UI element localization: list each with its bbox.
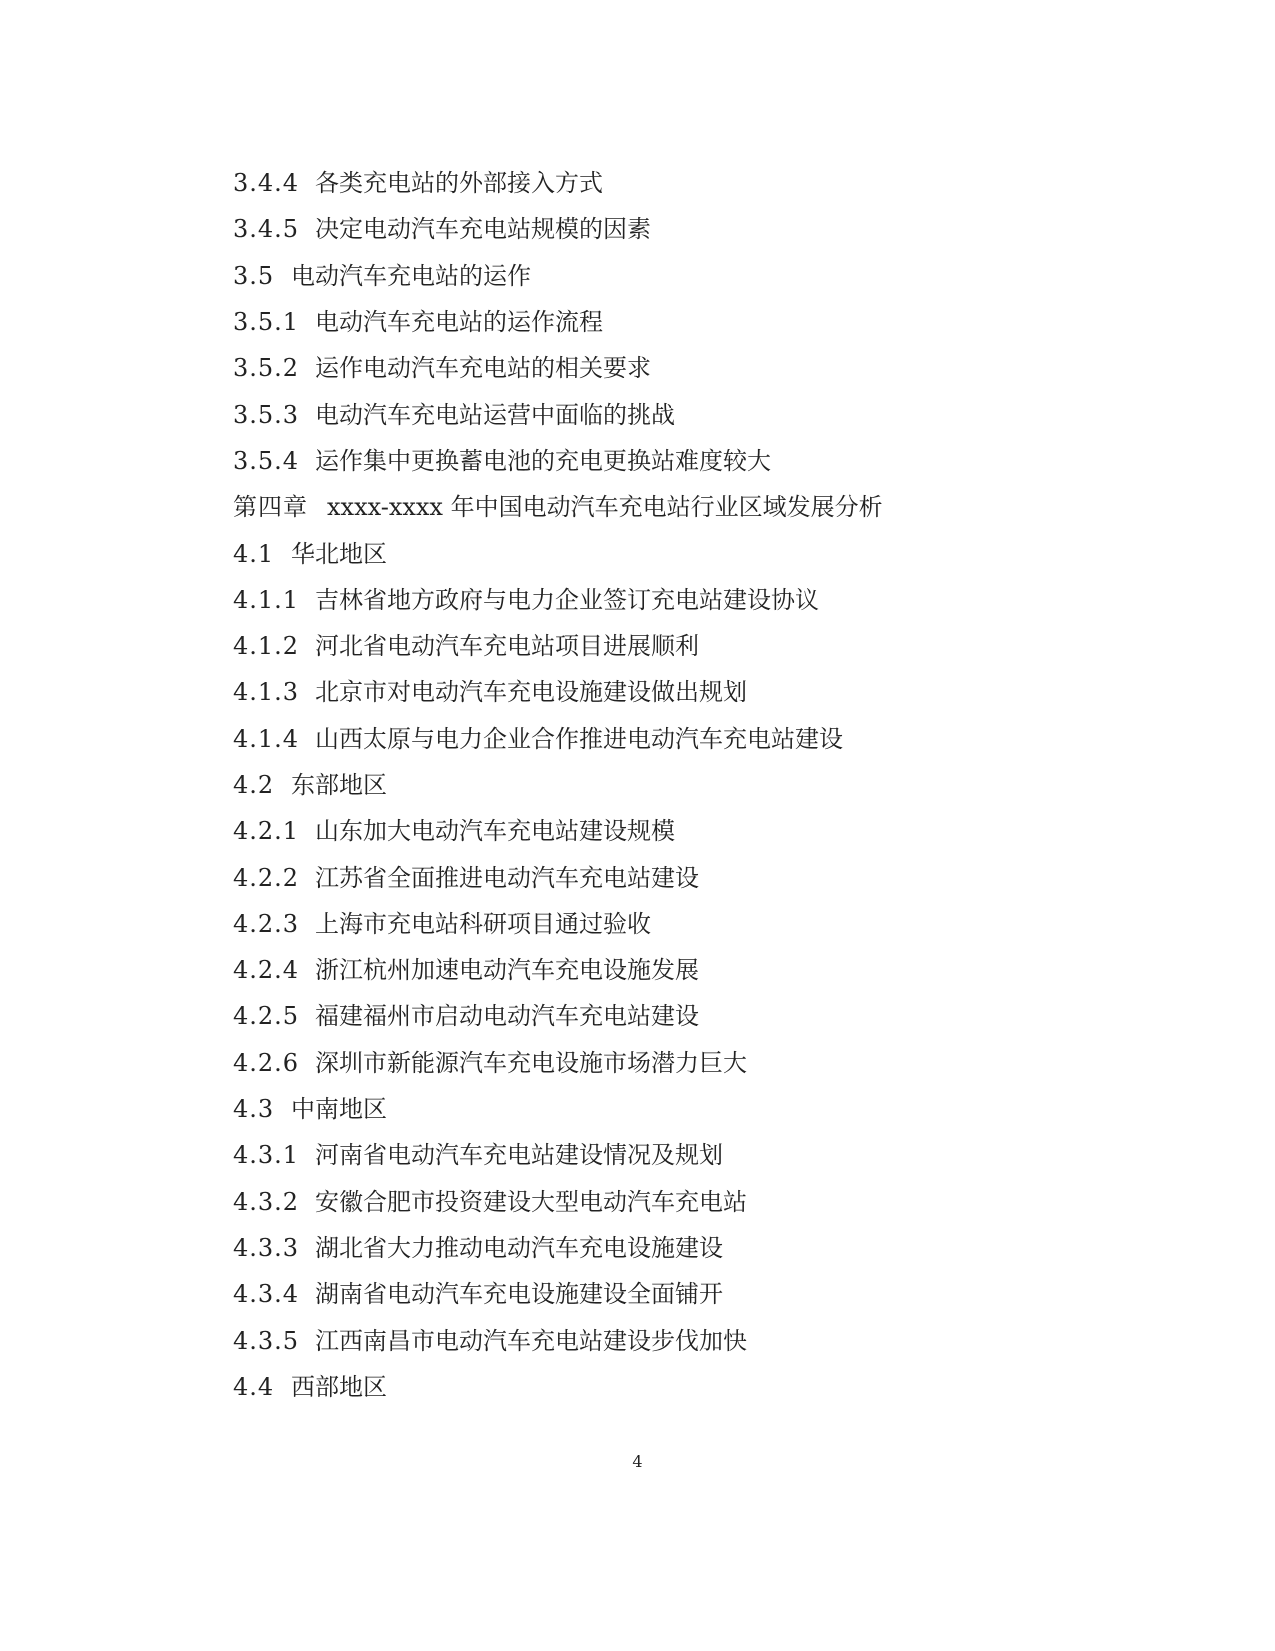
- toc-entry: [233, 623, 1133, 669]
- toc-entry-title: 山西太原与电力企业合作推进电动汽车充电站建设: [315, 724, 843, 753]
- toc-entry: [233, 947, 1133, 993]
- toc-entry-title: 吉林省地方政府与电力企业签订充电站建设协议: [315, 585, 819, 614]
- toc-entry-number: 4.2.5: [233, 1002, 300, 1031]
- toc-entry-title: 江苏省全面推进电动汽车充电站建设: [315, 863, 699, 892]
- toc-entry: [233, 206, 1133, 252]
- toc-entry-number: 4.3.4: [233, 1280, 300, 1309]
- toc-entry: [233, 299, 1133, 345]
- toc-entry-title: 中南地区: [291, 1095, 387, 1124]
- toc-entry: [233, 716, 1133, 762]
- toc-entry: [233, 1040, 1133, 1086]
- toc-entry-title: 北京市对电动汽车充电设施建设做出规划: [315, 678, 747, 707]
- toc-entry-number: 3.5.3: [233, 400, 300, 429]
- toc-entry: [233, 901, 1133, 947]
- toc-entry: [233, 1132, 1133, 1178]
- toc-entry-number: 4.2.4: [233, 956, 300, 985]
- toc-entry-number: 3.5.4: [233, 446, 300, 475]
- toc-entry: [233, 438, 1133, 484]
- toc-entry-title: 运作电动汽车充电站的相关要求: [315, 354, 651, 383]
- toc-entry: [233, 1317, 1133, 1363]
- toc-entry-title: 浙江杭州加速电动汽车充电设施发展: [315, 956, 699, 985]
- toc-entry-number: 3.5: [233, 261, 275, 290]
- toc-entry: [233, 1271, 1133, 1317]
- toc-entry-title: 运作集中更换蓄电池的充电更换站难度较大: [315, 446, 771, 475]
- toc-entry: [233, 577, 1133, 623]
- toc-entry-number: 4.3.5: [233, 1326, 300, 1355]
- toc-entry: [233, 1364, 1133, 1410]
- toc-entry-number: 4.4: [233, 1372, 275, 1401]
- toc-entry-title: 西部地区: [291, 1372, 387, 1401]
- toc-entry-title: 深圳市新能源汽车充电设施市场潜力巨大: [315, 1048, 747, 1077]
- toc-entry: [233, 530, 1133, 576]
- toc-entry-number: 4.1.2: [233, 632, 300, 661]
- toc-entry: [233, 345, 1133, 391]
- toc-entry-number: 4.1.4: [233, 724, 300, 753]
- toc-entry-number: 4.3.1: [233, 1141, 300, 1170]
- toc-entry-number: 4.1.1: [233, 585, 300, 614]
- toc-entry-title: 电动汽车充电站运营中面临的挑战: [315, 400, 675, 429]
- toc-entry-number: 4.2.6: [233, 1048, 300, 1077]
- toc-entry-number: 3.4.4: [233, 169, 300, 198]
- toc-entry-number: 4.1: [233, 539, 275, 568]
- toc-entry-number: 3.5.2: [233, 354, 300, 383]
- toc-entry-number: 4.3.2: [233, 1187, 300, 1216]
- toc-entry: [233, 854, 1133, 900]
- toc-entry-title: xxxx-xxxx 年中国电动汽车充电站行业区域发展分析: [327, 493, 883, 522]
- toc-entry-number: 4.2.1: [233, 817, 300, 846]
- toc-entry-number: 4.1.3: [233, 678, 300, 707]
- toc-entry-number: 4.2.2: [233, 863, 300, 892]
- toc-entry-title: 江西南昌市电动汽车充电站建设步伐加快: [315, 1326, 747, 1355]
- toc-entry-title: 湖北省大力推动电动汽车充电设施建设: [315, 1233, 723, 1262]
- toc-entry-number: 4.2: [233, 771, 275, 799]
- toc-entry-title: 福建福州市启动电动汽车充电站建设: [315, 1002, 699, 1031]
- toc-entry: [233, 1179, 1133, 1225]
- toc-entry-title: 决定电动汽车充电站规模的因素: [315, 215, 651, 244]
- toc-entry-number: 第四章: [233, 493, 308, 522]
- toc-entry-title: 河南省电动汽车充电站建设情况及规划: [315, 1141, 723, 1170]
- toc-entry-title: 河北省电动汽车充电站项目进展顺利: [315, 632, 699, 661]
- toc-entry-title: 安徽合肥市投资建设大型电动汽车充电站: [315, 1187, 747, 1216]
- toc-entry: [233, 762, 1133, 808]
- toc-entry-title: 电动汽车充电站的运作流程: [315, 308, 603, 337]
- toc-entry-number: 3.4.5: [233, 215, 300, 244]
- toc-entry: [233, 1086, 1133, 1132]
- page-number: 4: [632, 1452, 643, 1471]
- toc-entry-title: 山东加大电动汽车充电站建设规模: [315, 817, 675, 846]
- toc-entry-title: 各类充电站的外部接入方式: [315, 169, 603, 198]
- toc-entry: [233, 391, 1133, 437]
- toc-entry-title: 电动汽车充电站的运作: [291, 261, 531, 290]
- toc-entry-title: 华北地区: [291, 539, 387, 568]
- toc-entry-title: 湖南省电动汽车充电设施建设全面铺开: [315, 1280, 723, 1309]
- toc-entry-number: 4.2.3: [233, 909, 300, 938]
- toc-entry: [233, 808, 1133, 854]
- toc-entry: [233, 669, 1133, 715]
- toc-entry-number: 4.3: [233, 1095, 275, 1124]
- toc-entry-number: 3.5.1: [233, 308, 300, 337]
- toc-entry-number: 4.3.3: [233, 1233, 300, 1262]
- toc-entry: [233, 160, 1133, 206]
- toc-entry: [233, 993, 1133, 1039]
- toc-entry-title: 东部地区: [291, 771, 387, 799]
- toc-entry-title: 上海市充电站科研项目通过验收: [315, 909, 651, 938]
- toc-entry: [233, 1225, 1133, 1271]
- toc-entry: [233, 253, 1133, 299]
- table-of-contents: [233, 160, 1133, 1410]
- toc-entry: [233, 484, 1133, 530]
